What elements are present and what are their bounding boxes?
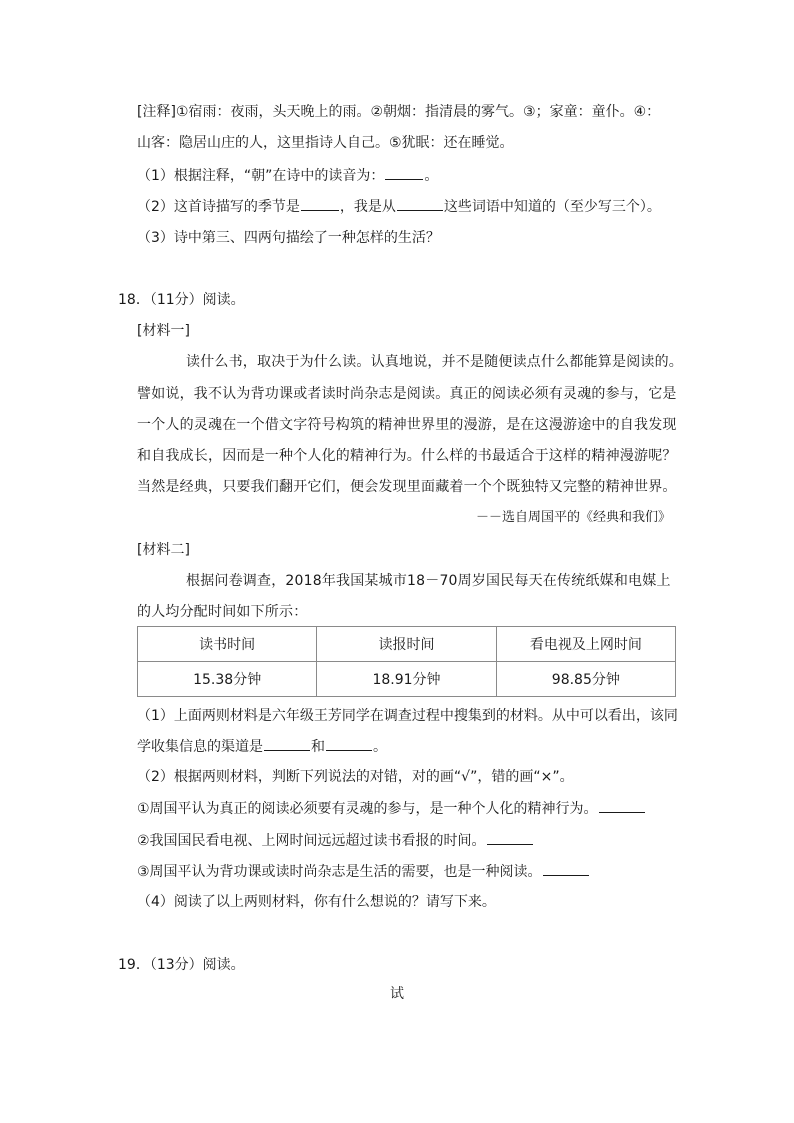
- material2-line-1: 根据问卷调查，2018年我国某城市18－70周岁国民每天在传统纸媒和电媒上: [186, 573, 671, 589]
- answer-blank[interactable]: [264, 736, 310, 751]
- judge-item-text: ①周国平认为真正的阅读必须要有灵魂的参与，是一种个人化的精神行为。: [137, 801, 598, 817]
- judge-item-text: ③周国平认为背功课或读时尚杂志是生活的需要，也是一种阅读。: [137, 864, 542, 880]
- judge-item-1: [137, 798, 646, 819]
- table-header-cell: 看电视及上网时间: [496, 627, 675, 662]
- material1-line: 和自我成长，因而是一种个人化的精神行为。什么样的书最适合于这样的精神漫游呢？: [137, 448, 677, 464]
- q18-heading: 18．（11分）阅读。: [118, 292, 245, 308]
- answer-blank[interactable]: [385, 165, 423, 180]
- table-header-row: [138, 627, 676, 662]
- material1-line: 譬如说，我不认为背功课或者读时尚杂志是阅读。真正的阅读必须有灵魂的参与，它是: [137, 386, 677, 402]
- table-row: [138, 662, 676, 697]
- answer-blank[interactable]: [599, 798, 645, 813]
- material2-line-2: 的人均分配时间如下所示：: [137, 604, 308, 620]
- q18-sub4: （4）阅读了以上两则材料，你有什么想说的？请写下来。: [137, 894, 496, 910]
- answer-blank[interactable]: [397, 196, 443, 211]
- judge-item-3: [137, 861, 590, 882]
- answer-blank[interactable]: [487, 830, 533, 845]
- table-header-cell: 读书时间: [138, 627, 317, 662]
- answer-blank[interactable]: [301, 196, 339, 211]
- q18-sub1-line-1: （1）上面两则材料是六年级王芳同学在调查过程中搜集到的材料。从中可以看出，该同: [137, 708, 678, 724]
- q17-sub1-text: （1）根据注释，“朝”在诗中的读音为：: [137, 168, 385, 184]
- answer-blank[interactable]: [326, 736, 372, 751]
- q18-sub1-text: 学收集信息的渠道是: [137, 739, 263, 755]
- judge-item-2: [137, 830, 534, 851]
- time-allocation-table: [137, 626, 676, 697]
- answer-blank[interactable]: [543, 861, 589, 876]
- q17-sub3: （3）诗中第三、四两句描绘了一种怎样的生活？: [137, 230, 440, 246]
- material1-source: －－选自周国平的《经典和我们》: [475, 510, 671, 525]
- q17-sub2-middle: ，我是从: [339, 199, 396, 215]
- material1-line: 当然是经典，只要我们翻开它们，便会发现里面藏着一个个既独特又完整的精神世界。: [137, 479, 677, 495]
- material1-line: 一个人的灵魂在一个借文字符号构筑的精神世界里的漫游，是在这漫游途中的自我发现: [137, 417, 677, 433]
- table-header-cell: 读报时间: [317, 627, 496, 662]
- judge-item-text: ②我国国民看电视、上网时间远远超过读书看报的时间。: [137, 833, 486, 849]
- material1-label: [材料一]: [137, 323, 190, 339]
- q17-sub2-end: 这些词语中知道的（至少写三个）。: [443, 199, 661, 215]
- page-footer: 试: [390, 986, 404, 1002]
- q18-sub1-end: 。: [373, 739, 387, 755]
- table-cell: 98.85分钟: [496, 662, 675, 697]
- material1-line: 读什么书，取决于为什么读。认真地说，并不是随便读点什么都能算是阅读的。: [186, 354, 683, 370]
- q17-sub2-text: （2）这首诗描写的季节是: [137, 199, 300, 215]
- q18-sub1-line-2: [137, 736, 387, 757]
- q17-sub1: [137, 165, 438, 186]
- annotation-line-1: [注释]①宿雨：夜雨，头天晚上的雨。②朝烟：指清晨的雾气。③；家童：童仆。④：: [137, 104, 661, 120]
- q19-heading: 19．（13分）阅读。: [118, 957, 245, 973]
- q17-sub2: [137, 196, 661, 217]
- table-cell: 15.38分钟: [138, 662, 317, 697]
- annotation-line-2: 山客：隐居山庄的人，这里指诗人自己。⑤犹眠：还在睡觉。: [137, 135, 514, 151]
- table-cell: 18.91分钟: [317, 662, 496, 697]
- q18-sub2: （2）根据两则材料，判断下列说法的对错，对的画“√”，错的画“×”。: [137, 769, 574, 785]
- material2-label: [材料二]: [137, 542, 190, 558]
- q17-sub1-end: 。: [424, 168, 439, 184]
- q18-sub1-middle: 和: [311, 739, 325, 755]
